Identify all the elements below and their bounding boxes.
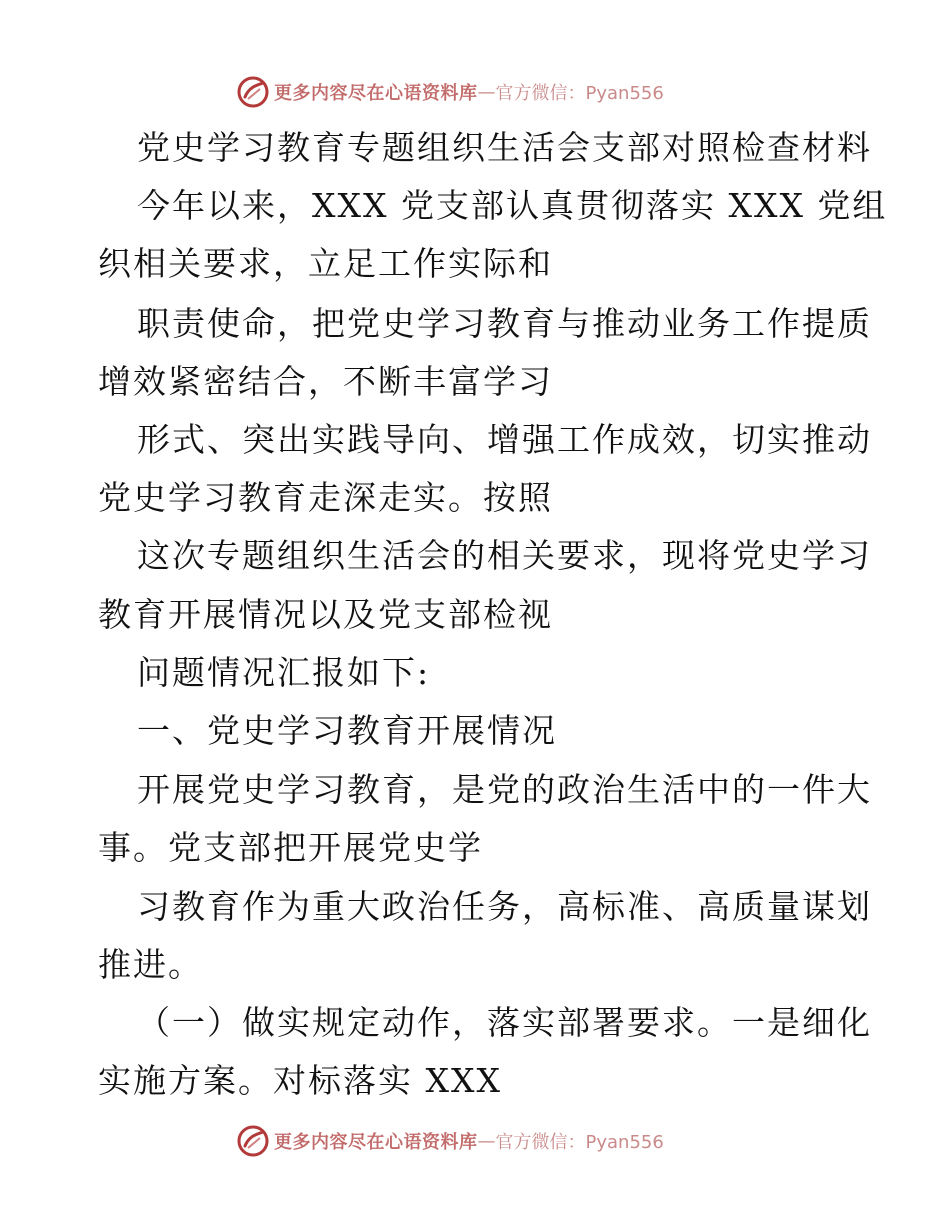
- subsection-heading: （一）做实规定动作，落实部署要求。一是细化: [137, 1003, 872, 1042]
- text-line: 织相关要求，立足工作实际和: [98, 244, 553, 283]
- text-line: 教育开展情况以及党支部检视: [98, 595, 553, 634]
- text-line: 增效紧密结合，不断丰富学习: [98, 362, 553, 401]
- text-line: 事。党支部把开展党史学: [98, 828, 483, 867]
- text-line: 问题情况汇报如下:: [137, 653, 431, 692]
- text-line: 今年以来，XXX 党支部认真贯彻落实 XXX 党组: [137, 186, 888, 225]
- text-line: 习教育作为重大政治任务，高标准、高质量谋划: [137, 887, 872, 926]
- watermark-brand: 更多内容尽在心语资料库: [274, 83, 478, 104]
- text-line: 开展党史学习教育，是党的政治生活中的一件大: [137, 770, 872, 809]
- text-line: 这次专题组织生活会的相关要求，现将党史学习: [137, 536, 872, 575]
- watermark-suffix: 官方微信：Pyan556: [495, 83, 664, 104]
- watermark-content: [236, 72, 664, 112]
- text-line: 形式、突出实践导向、增强工作成效，切实推动: [137, 420, 872, 459]
- text-line: 推进。: [98, 945, 203, 984]
- watermark-brand: 更多内容尽在心语资料库: [274, 1132, 478, 1153]
- text-line: 职责使命，把党史学习教育与推动业务工作提质: [137, 304, 872, 343]
- text-line: 党史学习教育走深走实。按照: [98, 478, 553, 517]
- watermark-banner-top: [0, 72, 950, 112]
- watermark-suffix: 官方微信：Pyan556: [495, 1132, 664, 1153]
- watermark-separator: —: [477, 81, 496, 103]
- document-title: 党史学习教育专题组织生活会支部对照检查材料: [137, 128, 872, 167]
- text-line: 实施方案。对标落实 XXX: [98, 1061, 502, 1100]
- brand-logo-icon: [236, 1124, 270, 1158]
- brand-logo-icon: [236, 75, 270, 109]
- watermark-content: [236, 1121, 664, 1161]
- section-heading: 一、党史学习教育开展情况: [137, 711, 557, 750]
- watermark-separator: —: [477, 1130, 496, 1152]
- watermark-banner-bottom: [0, 1121, 950, 1161]
